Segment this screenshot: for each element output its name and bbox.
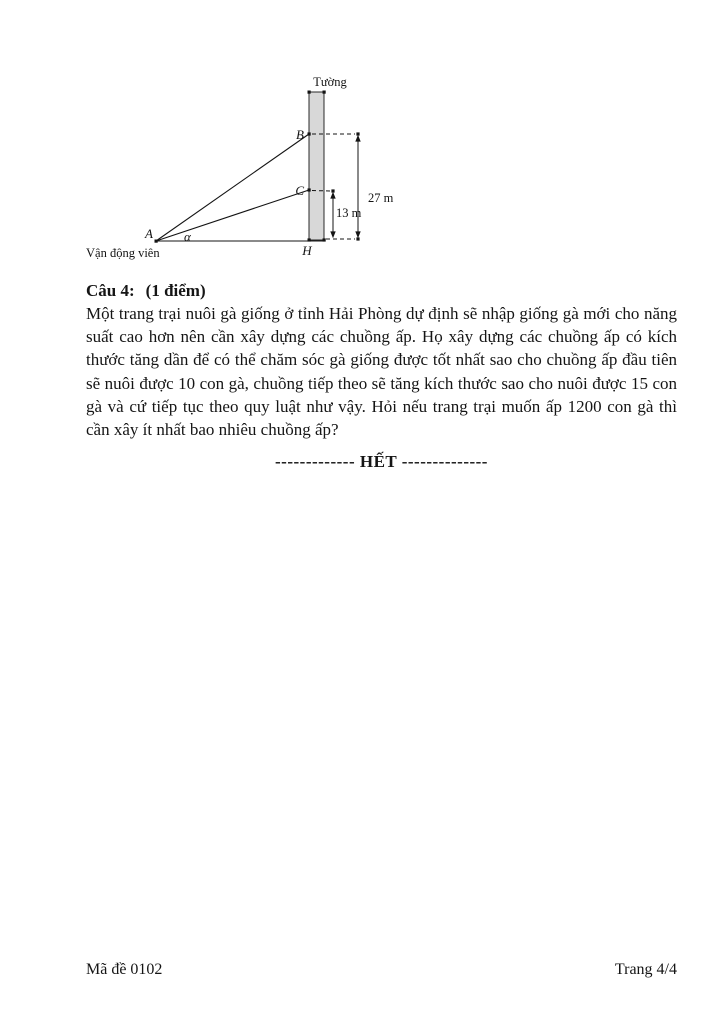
wall-corner-dot: [323, 91, 326, 94]
point-a-label: A: [145, 226, 153, 241]
measure-13m: [330, 189, 361, 238]
question-heading: [86, 279, 206, 302]
arrow-up-icon: [330, 192, 335, 199]
measure-27m: [355, 132, 393, 240]
angle-alpha-label: α: [184, 229, 191, 244]
arrow-up-icon: [355, 135, 360, 142]
page-number: Trang 4/4: [614, 961, 677, 978]
dashed-from-c: [312, 191, 330, 192]
measure-27m-label: 27 m: [368, 191, 394, 205]
question-number: Câu 4:: [86, 281, 135, 300]
measure-27m-top-dot: [356, 132, 359, 135]
measure-13m-top-dot: [331, 189, 334, 192]
line-a-c: [156, 190, 309, 241]
point-a-dot: [155, 240, 158, 243]
point-b-dot: [308, 132, 311, 135]
wall-rectangle: [309, 92, 324, 240]
question-points: (1 điểm): [145, 281, 206, 300]
arrow-down-icon: [330, 231, 335, 238]
point-b-label: B: [296, 127, 304, 142]
measure-27m-bottom-dot: [356, 237, 359, 240]
end-of-exam-marker: ------------- HẾT --------------: [275, 452, 488, 471]
exam-code: Mã đề 0102: [86, 961, 163, 978]
wall-label: Tường: [313, 75, 347, 89]
question-body: Một trang trại nuôi gà giống ở tỉnh Hải Phòng dự định sẽ nhập giống gà mới cho năng suất cao hơn nên cần xây dựng các chuồng ấp. Họ xây dựng các chuồng ấp có kích thước tăng dần để có thể chăm sóc gà giống được tốt nhất sao cho chuồng ấp đầu tiên sẽ nuôi được 10 con gà, chuồng tiếp theo sẽ tăng kích thước sao cho nuôi được 15 con gà và cứ tiếp tục theo quy luật như vậy. Hỏi nếu trang trại muốn ấp 1200 con gà thì cần xây ít nhất bao nhiêu chuồng ấp?: [86, 304, 677, 440]
point-c-label: C: [295, 183, 304, 198]
point-c-dot: [308, 188, 311, 191]
page-footer: [86, 961, 677, 979]
athlete-label: Vận động viên: [86, 246, 160, 260]
line-a-b: [156, 134, 309, 241]
geometry-diagram: [80, 65, 410, 265]
point-h-label: H: [302, 243, 312, 258]
point-labels: [86, 127, 312, 260]
arrow-down-icon: [355, 231, 360, 238]
wall-corner-dot: [308, 91, 311, 94]
measure-13m-label: 13 m: [336, 206, 362, 220]
